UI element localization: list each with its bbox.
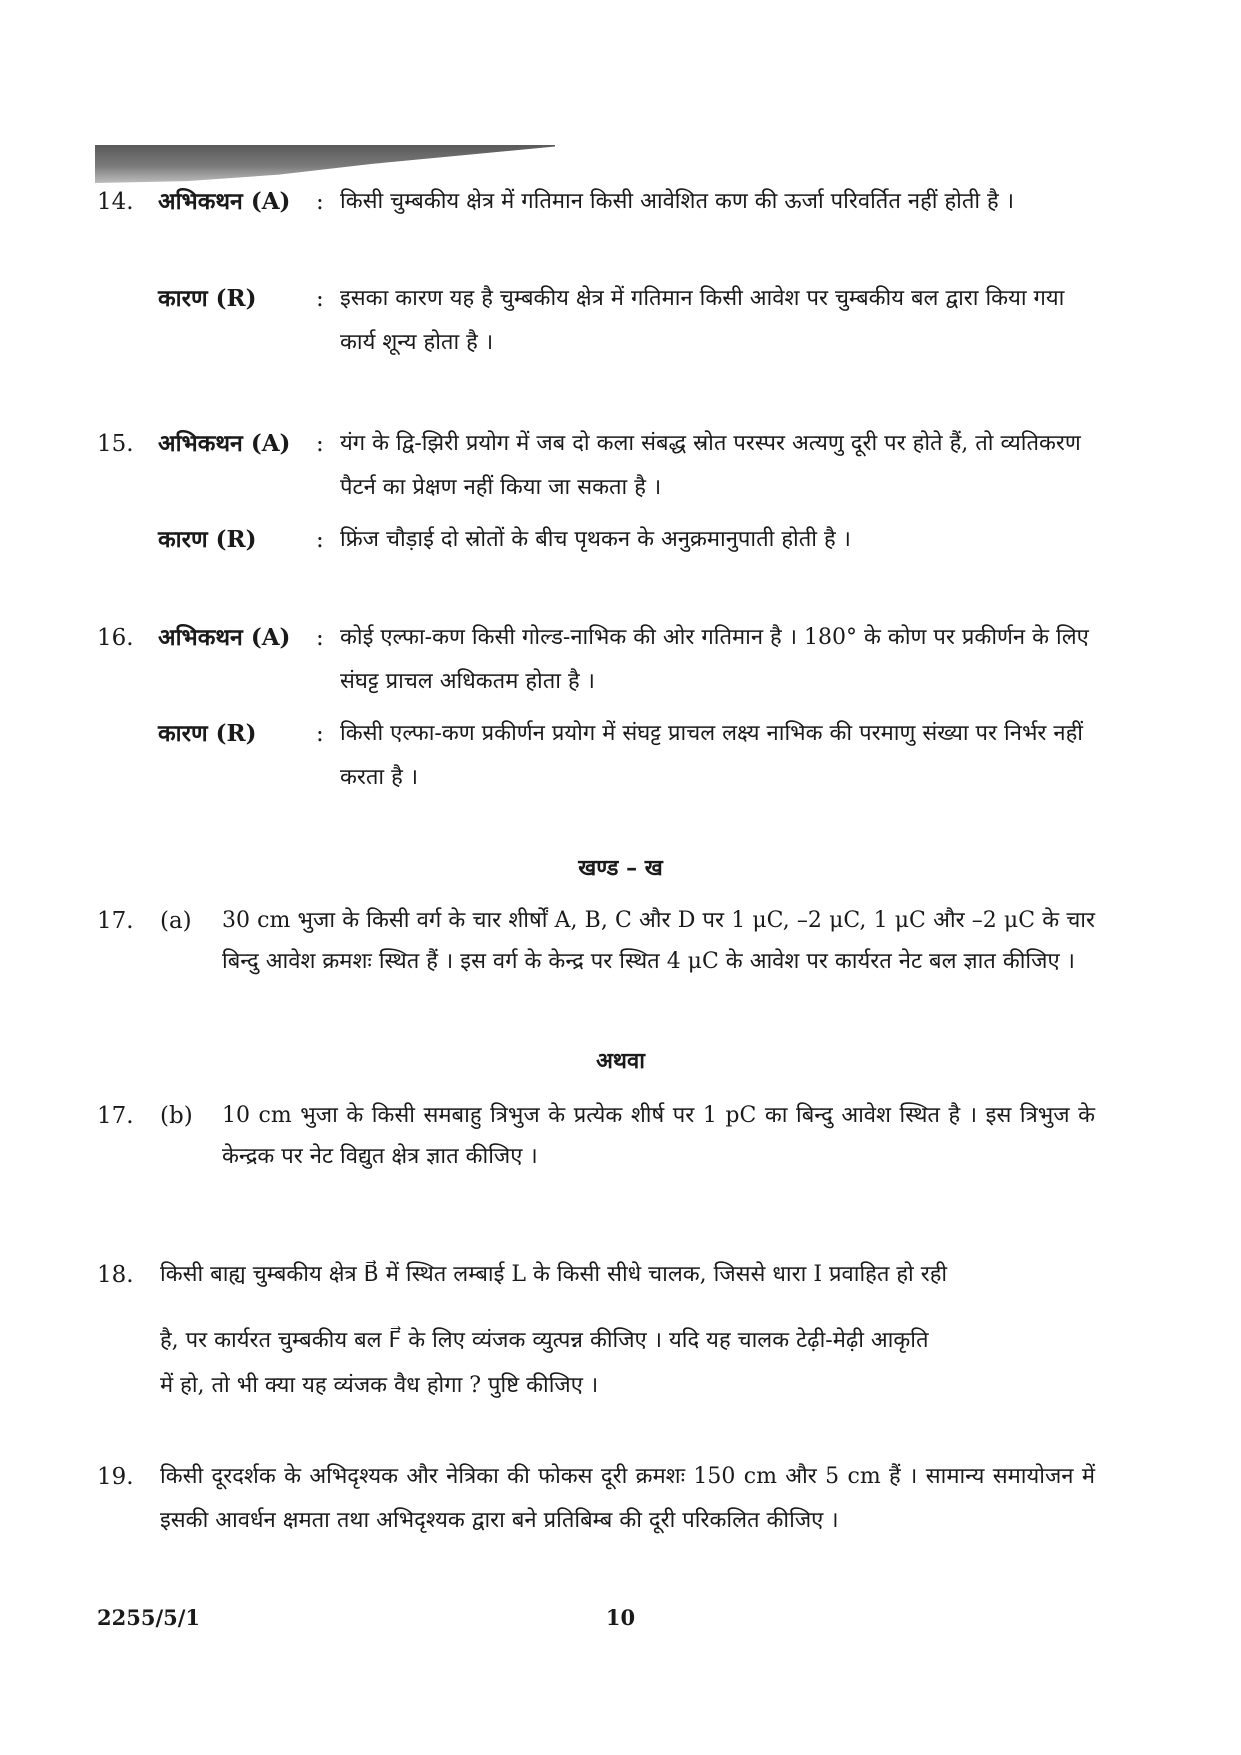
part-label: (a) <box>160 908 192 934</box>
question-number: 16. <box>97 625 134 651</box>
page-number: 10 <box>605 1605 636 1630</box>
reason-text: इसका कारण यह है चुम्बकीय क्षेत्र में गतिमान किसी आवेश पर चुम्बकीय बल द्वारा किया गया कार्य शून्य होता है । <box>340 286 1065 355</box>
question-number: 19. <box>97 1464 134 1490</box>
colon: : <box>316 431 324 457</box>
question-number: 14. <box>97 189 134 215</box>
question-text-line1: किसी बाह्य चुम्बकीय क्षेत्र B⃗ में स्थित लम्बाई L के किसी सीधे चालक, जिससे धारा I प्रवाहित हो रही <box>160 1262 948 1287</box>
paper-code: 2255/5/1 <box>97 1605 201 1630</box>
colon: : <box>316 286 324 312</box>
colon: : <box>316 527 324 553</box>
question-number: 17. <box>97 908 134 934</box>
question-text-line3: में हो, तो भी क्या यह व्यंजक वैध होगा ? पुष्टि कीजिए । <box>160 1373 599 1398</box>
part-label: (b) <box>160 1103 193 1129</box>
question-text: किसी दूरदर्शक के अभिदृश्यक और नेत्रिका की फोकस दूरी क्रमशः 150 cm और 5 cm हैं । सामान्य समायोजन में इसकी आवर्धन क्षमता तथा अभिदृश्यक द्वारा बने प्रतिबिम्ब की दूरी परिकलित कीजिए । <box>160 1464 1095 1533</box>
assertion-label: अभिकथन (A) <box>158 430 291 457</box>
reason-text: फ्रिंज चौड़ाई दो स्रोतों के बीच पृथकन के अनुक्रमानुपाती होती है । <box>340 527 851 552</box>
reason-label: कारण (R) <box>158 285 257 312</box>
question-number: 15. <box>97 431 134 457</box>
question-number: 18. <box>97 1262 134 1288</box>
reason-label: कारण (R) <box>158 720 257 747</box>
or-label: अथवा <box>596 1048 645 1074</box>
section-title: खण्ड – ख <box>578 855 663 881</box>
colon: : <box>316 625 324 651</box>
assertion-label: अभिकथन (A) <box>158 624 291 651</box>
colon: : <box>316 721 324 747</box>
assertion-label: अभिकथन (A) <box>158 188 291 215</box>
reason-label: कारण (R) <box>158 526 257 553</box>
question-number: 17. <box>97 1103 134 1129</box>
assertion-text: यंग के द्वि-झिरी प्रयोग में जब दो कला संबद्ध स्रोत परस्पर अत्यणु दूरी पर होते हैं, तो व्यतिकरण पैटर्न का प्रेक्षण नहीं किया जा सकता है । <box>340 431 1081 500</box>
colon: : <box>316 189 324 215</box>
header-band <box>95 145 555 183</box>
reason-text: किसी एल्फा-कण प्रकीर्णन प्रयोग में संघट्ट प्राचल लक्ष्य नाभिक की परमाणु संख्या पर निर्भर नहीं करता है । <box>340 721 1083 790</box>
question-text-line2: है, पर कार्यरत चुम्बकीय बल F⃗ के लिए व्यंजक व्युत्पन्न कीजिए । यदि यह चालक टेढ़ी-मेढ़ी आकृति <box>160 1328 929 1353</box>
assertion-text: किसी चुम्बकीय क्षेत्र में गतिमान किसी आवेशित कण की ऊर्जा परिवर्तित नहीं होती है । <box>340 189 1015 214</box>
question-text: 30 cm भुजा के किसी वर्ग के चार शीर्षों A, B, C और D पर 1 μC, –2 μC, 1 μC और –2 μC के चार बिन्दु आवेश क्रमशः स्थित हैं । इस वर्ग के केन्द्र पर स्थित 4 μC के आवेश पर कार्यरत नेट बल ज्ञात कीजिए । <box>222 908 1095 974</box>
assertion-text: कोई एल्फा-कण किसी गोल्ड-नाभिक की ओर गतिमान है । 180° के कोण पर प्रकीर्णन के लिए संघट्ट प्राचल अधिकतम होता है । <box>340 625 1089 694</box>
question-text: 10 cm भुजा के किसी समबाहु त्रिभुज के प्रत्येक शीर्ष पर 1 pC का बिन्दु आवेश स्थित है । इस त्रिभुज के केन्द्रक पर नेट विद्युत क्षेत्र ज्ञात कीजिए । <box>222 1103 1095 1169</box>
